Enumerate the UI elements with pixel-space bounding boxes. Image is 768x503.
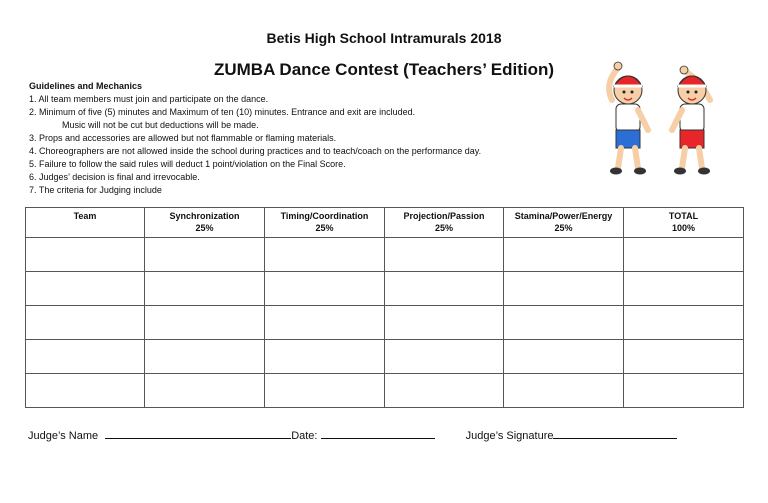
table-cell[interactable]	[385, 238, 504, 272]
table-cell[interactable]	[145, 238, 265, 272]
table-cell[interactable]	[26, 340, 145, 374]
date-label: Date:	[291, 430, 318, 442]
kid-right-figure	[672, 66, 710, 175]
table-cell[interactable]	[26, 306, 145, 340]
column-header-total: TOTAL 100%	[624, 208, 744, 238]
table-row	[26, 272, 744, 306]
page-title: Betis High School Intramurals 2018	[266, 30, 502, 46]
table-cell[interactable]	[385, 272, 504, 306]
table-cell[interactable]	[504, 238, 624, 272]
table-cell[interactable]	[26, 374, 145, 408]
table-cell[interactable]	[265, 306, 385, 340]
guidelines-heading: Guidelines and Mechanics	[29, 81, 143, 91]
table-cell[interactable]	[624, 272, 744, 306]
table-row	[26, 340, 744, 374]
column-header-synchronization: Synchronization 25%	[145, 208, 265, 238]
table-row	[26, 306, 744, 340]
table-cell[interactable]	[265, 238, 385, 272]
table-cell[interactable]	[26, 272, 145, 306]
table-cell[interactable]	[504, 306, 624, 340]
table-header-row	[26, 208, 744, 238]
guideline-item: Music will not be cut but deductions will be made.	[62, 120, 259, 130]
column-header-stamina: Stamina/Power/Energy 25%	[504, 208, 624, 238]
contest-title: ZUMBA Dance Contest (Teachers’ Edition)	[213, 60, 555, 79]
table-cell[interactable]	[385, 306, 504, 340]
table-cell[interactable]	[26, 238, 145, 272]
table-cell[interactable]	[145, 272, 265, 306]
table-row	[26, 238, 744, 272]
table-cell[interactable]	[145, 374, 265, 408]
signature-footer	[28, 428, 677, 442]
guideline-item: 4. Choreographers are not allowed inside the school during practices and to teach/coach on the performance day.	[29, 146, 482, 156]
judge-signature-label: Judge’s Signature	[465, 430, 554, 442]
table-cell[interactable]	[145, 306, 265, 340]
signature-line[interactable]	[553, 428, 677, 439]
guideline-item: 3. Props and accessories are allowed but not flammable or flaming materials.	[29, 133, 337, 143]
table-cell[interactable]	[265, 272, 385, 306]
table-cell[interactable]	[624, 340, 744, 374]
table-cell[interactable]	[385, 340, 504, 374]
guideline-item: 6. Judges’ decision is final and irrevocable.	[29, 172, 200, 182]
guidelines	[29, 80, 589, 197]
table-cell[interactable]	[145, 340, 265, 374]
guideline-item: 5. Failure to follow the said rules will deduct 1 point/violation on the Final Score.	[29, 159, 346, 169]
date-line[interactable]	[321, 428, 435, 439]
table-row	[26, 374, 744, 408]
kids-stretching-illustration	[596, 50, 736, 190]
table-cell[interactable]	[624, 306, 744, 340]
column-header-timing: Timing/Coordination 25%	[265, 208, 385, 238]
table-cell[interactable]	[265, 340, 385, 374]
column-header-projection: Projection/Passion 25%	[385, 208, 504, 238]
table-cell[interactable]	[624, 374, 744, 408]
kid-left-figure	[609, 62, 648, 175]
table-cell[interactable]	[504, 272, 624, 306]
table-cell[interactable]	[265, 374, 385, 408]
guideline-item: 1. All team members must join and participate on the dance.	[29, 94, 269, 104]
table-cell[interactable]	[504, 340, 624, 374]
table-cell[interactable]	[624, 238, 744, 272]
guideline-item: 7. The criteria for Judging include	[29, 185, 162, 195]
judge-name-line[interactable]	[105, 428, 291, 439]
column-header-team: Team	[26, 208, 145, 238]
table-cell[interactable]	[385, 374, 504, 408]
judge-name-label: Judge’s Name	[28, 430, 99, 442]
scoring-table	[25, 207, 744, 408]
table-cell[interactable]	[504, 374, 624, 408]
guideline-item: 2. Minimum of five (5) minutes and Maximum of ten (10) minutes. Entrance and exit are included.	[29, 107, 416, 117]
